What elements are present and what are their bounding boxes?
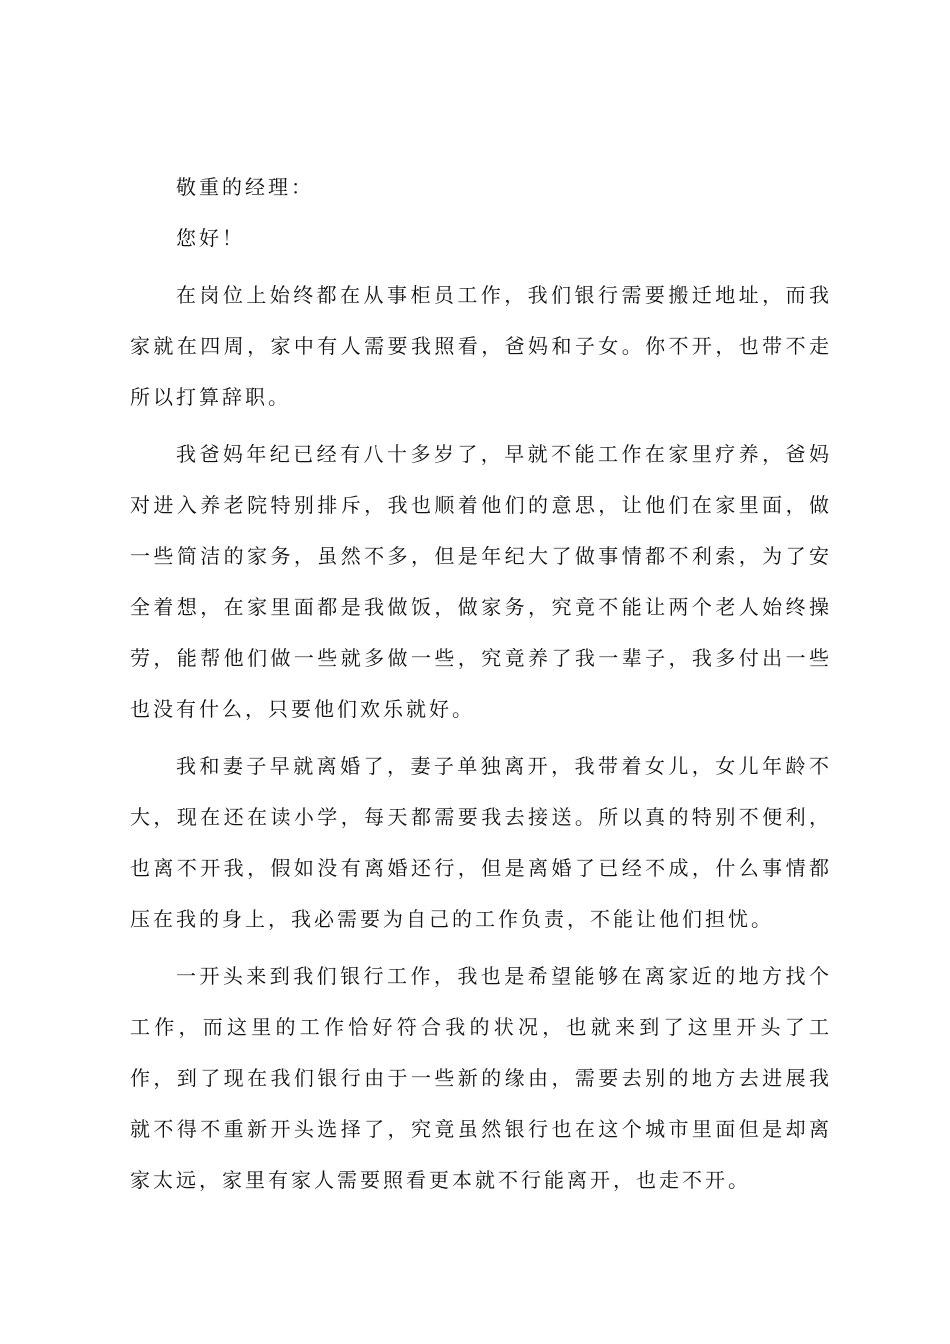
paragraph-3: 我和妻子早就离婚了，妻子单独离开，我带着女儿，女儿年龄不大，现在还在读小学，每天都需要我去接送。所以真的特别不便利，也离不开我，假如没有离婚还行，但是离婚了已经不成，什么事情都压在我的身上，我必需要为自己的工作负责，不能让他们担忧。 <box>130 754 832 931</box>
greeting: 您好！ <box>176 226 245 250</box>
letter-body <box>130 162 832 1212</box>
paragraph-1: 在岗位上始终都在从事柜员工作，我们银行需要搬迁地址，而我家就在四周，家中有人需要我照看，爸妈和子女。你不开，也带不走所以打算辞职。 <box>130 283 832 409</box>
salutation: 敬重的经理： <box>176 175 314 199</box>
paragraph-4: 一开头来到我们银行工作，我也是希望能够在离家近的地方找个工作，而这里的工作恰好符合我的状况，也就来到了这里开头了工作，到了现在我们银行由于一些新的缘由，需要去别的地方去进展我就不得不重新开头选择了，究竟虽然银行也在这个城市里面但是却离家太远，家里有家人需要照看更本就不行能离开，也走不开。 <box>130 964 832 1192</box>
paragraph-2: 我爸妈年纪已经有八十多岁了，早就不能工作在家里疗养，爸妈对进入养老院特别排斥，我也顺着他们的意思，让他们在家里面，做一些简洁的家务，虽然不多，但是年纪大了做事情都不利索，为了安全着想，在家里面都是我做饭，做家务，究竟不能让两个老人始终操劳，能帮他们做一些就多做一些，究竟养了我一辈子，我多付出一些也没有什么，只要他们欢乐就好。 <box>130 442 832 721</box>
